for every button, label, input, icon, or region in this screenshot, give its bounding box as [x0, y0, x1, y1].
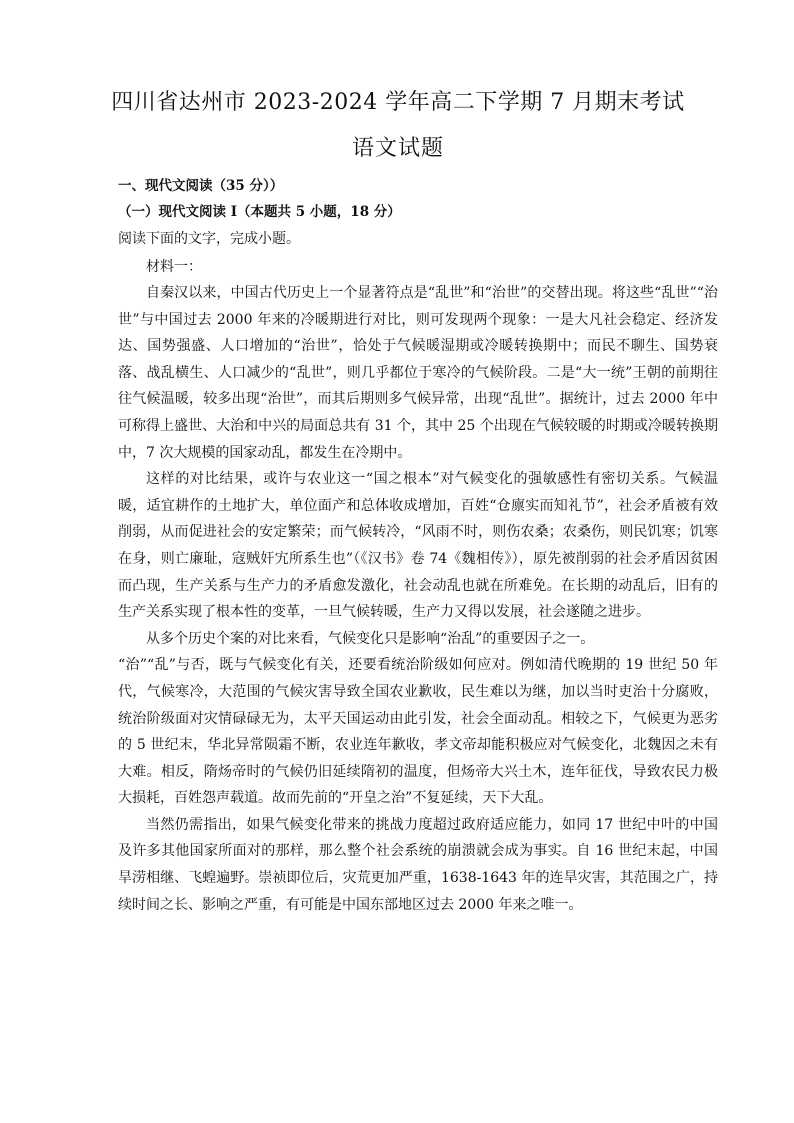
paragraph-2: 这样的对比结果，或许与农业这一“国之根本”对气候变化的强敏感性有密切关系。气候温暖，适宜耕作的土地扩大，单位面产和总体收成增加，百姓“仓廪实而知礼节”，社会矛盾被有效削弱，从而促进社会的安定繁荣；而气候转冷，“风雨不时，则伤农桑；农桑伤，则民饥寒；饥寒在身，则亡廉耻，寇贼奸宄所系生也”（《汉书》卷 74《魏相传》），原先被削弱的社会矛盾因贫困而凸现，生产关系与生产力的矛盾愈发激化，社会动乱也就在所难免。在长期的动乱后，旧有的生产关系实现了根本性的变革，一旦气候转暖，生产力又得以发展，社会遂随之进步。	[118, 471, 718, 621]
paragraph-4: “治”“乱”与否，既与气候变化有关，还要看统治阶级如何应对。例如清代晚期的 19 世纪 50 年代，气候寒冷，大范围的气候灾害导致全国农业歉收，民生难以为继，加以当时吏治十分腐败，统治阶级面对灾情碌碌无为，太平天国运动由此引发，社会全面动乱。相较之下，气候更为恶劣的 5 世纪末，华北异常陨霜不断，农业连年歉收，孝文帝却能积极应对气候变化，北魏因之未有大难。相反，隋炀帝时的气候仍旧延续隋初的温度，但炀帝大兴土木，连年征伐，导致农民力极大损耗，百姓怨声载道。故而先前的“开皇之治”不复延续，天下大乱。	[118, 657, 718, 807]
document-subtitle: 语文试题	[351, 136, 444, 161]
document-title: 四川省达州市 2023-2024 学年高二下学期 7 月期末考试	[111, 90, 685, 115]
subsection-heading: （一）现代文阅读 I（本题共 5 小题，18 分）	[118, 204, 401, 220]
section-heading: 一、现代文阅读（35 分））	[118, 178, 284, 194]
paragraph-1: 自秦汉以来，中国古代历史上一个显著符点是“乱世”和“治世”的交替出现。将这些“乱世”“治世”与中国过去 2000 年来的冷暖期进行对比，则可发现两个现象：一是大凡社会稳定、经济发达、国势强盛、人口增加的“治世”，恰处于气候暖湿期或冷暖转换期中；而民不聊生、国势衰落、战乱横生、人口减少的“乱世”，则几乎都位于寒冷的气候阶段。二是“大一统”王朝的前期往往气候温暖，较多出现“治世”，而其后期则多气候异常，出现“乱世”。据统计，过去 2000 年中可称得上盛世、大治和中兴的局面总共有 31 个，其中 25 个出现在气候较暖的时期或冷暖转换期中，7 次大规模的国家动乱，都发生在冷期中。	[118, 285, 718, 461]
reading-instruction: 阅读下面的文字，完成小题。	[118, 231, 300, 247]
material-label: 材料一：	[146, 259, 202, 275]
paragraph-3: 从多个历史个案的对比来看，气候变化只是影响“治乱”的重要因子之一。	[146, 630, 595, 647]
paragraph-5: 当然仍需指出，如果气候变化带来的挑战力度超过政府适应能力，如同 17 世纪中叶的中国及许多其他国家所面对的那样，那么整个社会系统的崩溃就会成为事实。自 16 世纪末起，中国旱涝相继、飞蝗遍野。崇祯即位后，灾荒更加严重，1638-1643 年的连旱灾害，其范围之广，持续时间之长、影响之严重，有可能是中国东部地区过去 2000 年来之唯一。	[118, 816, 718, 913]
